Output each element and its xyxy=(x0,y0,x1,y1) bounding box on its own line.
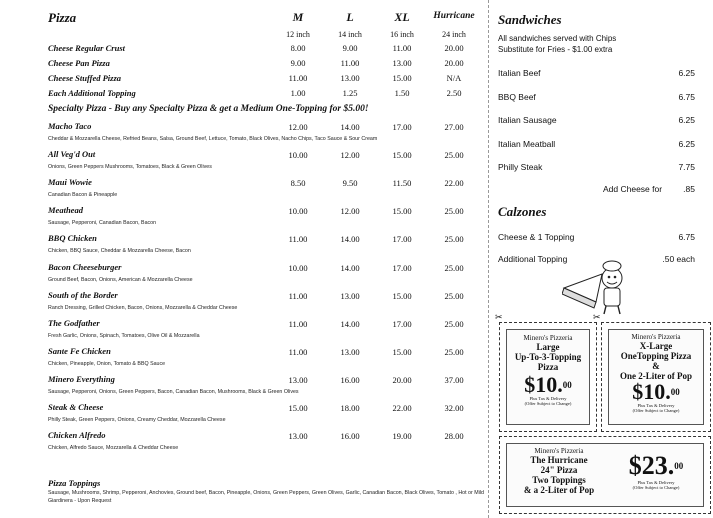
sandwich-price: 7.75 xyxy=(678,162,695,172)
coupon-deal-line: & a 2-Liter of Pop xyxy=(523,485,595,495)
menu-item-price: 22.00 xyxy=(444,178,464,188)
menu-item-price: 13.00 xyxy=(288,375,308,385)
menu-item-price: 17.00 xyxy=(392,319,412,329)
menu-item-price: 13.00 xyxy=(288,431,308,441)
sandwich-price: 6.75 xyxy=(678,91,695,102)
menu-item-price: 11.50 xyxy=(392,178,412,188)
menu-item-price: 16.00 xyxy=(340,375,360,385)
menu-item-price: 9.00 xyxy=(342,43,358,53)
menu-item-price: 14.00 xyxy=(340,234,360,244)
scissors-icon: ✂ xyxy=(593,312,601,322)
specialty-promo-banner: Specialty Pizza - Buy any Specialty Pizza & get a Medium One-Topping for $5.00! xyxy=(48,104,369,114)
menu-item-name: Steak & Cheese xyxy=(48,402,104,412)
menu-item-name: Sante Fe Chicken xyxy=(48,346,111,356)
calzone-name: Cheese & 1 Topping xyxy=(498,232,575,242)
menu-item-price: 20.00 xyxy=(444,58,464,68)
coupon-deal-line: Two Toppings xyxy=(532,475,586,485)
menu-item-price: 16.00 xyxy=(340,431,360,441)
menu-item-price: 10.00 xyxy=(288,263,308,273)
menu-item-price: 12.00 xyxy=(340,206,360,216)
toppings-title: Pizza Toppings xyxy=(48,478,101,488)
menu-item-description: Canadian Bacon & Pineapple xyxy=(48,192,118,198)
menu-item-price: 11.00 xyxy=(392,43,412,53)
menu-item-description: Cheddar & Mozzarella Cheese, Refried Beans, Salsa, Ground Beef, Lettuce, Tomato, Black Olives, Nacho Chips, Taco Sauce & Sour Cream xyxy=(48,136,378,142)
coupon-fine-print: Plus Tax & Delivery xyxy=(637,480,675,485)
sandwiches-title: Sandwiches xyxy=(498,12,562,27)
menu-item-price: 37.00 xyxy=(444,375,464,385)
menu-item-price: 11.00 xyxy=(288,347,308,357)
menu-item-price: 25.00 xyxy=(444,291,464,301)
coupon-deal-line: Up-To-3-Topping xyxy=(514,352,582,362)
menu-item-price: 15.00 xyxy=(288,403,308,413)
size-header-l: L xyxy=(346,10,354,24)
menu-item-price: 10.00 xyxy=(288,206,308,216)
calzone-price: 6.75 xyxy=(678,232,695,242)
menu-item-price: 13.00 xyxy=(340,73,360,83)
menu-item-name: Cheese Pan Pizza xyxy=(48,58,110,68)
menu-item-price: 15.00 xyxy=(392,150,412,160)
coupon-price-block xyxy=(611,452,701,490)
menu-item-name: South of the Border xyxy=(48,290,118,300)
menu-item-price: 17.00 xyxy=(392,234,412,244)
coupon-inner-frame xyxy=(506,329,590,425)
menu-item-name: Each Additional Topping xyxy=(48,88,136,98)
coupon-deal-line: 24" Pizza xyxy=(540,465,578,475)
size-sub-m: 12 inch xyxy=(286,30,310,39)
add-cheese-price: .85 xyxy=(683,184,695,194)
size-sub-l: 14 inch xyxy=(338,30,362,39)
coupon-fine-print: (Offer Subject to Change) xyxy=(632,408,680,413)
menu-item-price: 1.25 xyxy=(342,88,358,98)
sandwiches-note-line1: All sandwiches served with Chips xyxy=(498,34,617,43)
menu-item-description: Sausage, Pepperoni, Onions, Green Peppers, Bacon, Canadian Bacon, Mushrooms, Black & Green Olives xyxy=(48,389,299,395)
coupon-price: $10.00 xyxy=(632,379,680,404)
menu-item-name: Cheese Stuffed Pizza xyxy=(48,73,122,83)
menu-item-price: 12.00 xyxy=(288,122,308,132)
menu-item-price: 25.00 xyxy=(444,263,464,273)
coupon-inner-frame xyxy=(608,329,704,425)
coupon-price: $23.00 xyxy=(628,451,684,480)
menu-item-price: 25.00 xyxy=(444,234,464,244)
menu-item-price: 25.00 xyxy=(444,150,464,160)
menu-item-price: 18.00 xyxy=(340,403,360,413)
menu-item-price: 11.00 xyxy=(288,234,308,244)
size-header-xl: XL xyxy=(394,10,410,24)
sandwiches-note-line2: Substitute for Fries - $1.00 extra xyxy=(498,45,613,54)
menu-item-price: 13.00 xyxy=(340,347,360,357)
menu-item-description: Onions, Green Peppers Mushrooms, Tomatoes, Black & Green Olives xyxy=(48,164,212,170)
coupon-store-name: Minero's Pizzeria xyxy=(523,334,573,342)
calzones-title: Calzones xyxy=(498,204,547,219)
menu-item-price: 8.50 xyxy=(290,178,306,188)
menu-item-name: Minero Everything xyxy=(48,374,115,384)
menu-item-price: 13.00 xyxy=(392,58,412,68)
menu-item-price: 1.00 xyxy=(290,88,306,98)
menu-item-price: 27.00 xyxy=(444,122,464,132)
menu-item-price: N/A xyxy=(446,73,462,83)
coupon-deal-line: OneTopping Pizza xyxy=(620,351,692,361)
sandwich-price: 6.25 xyxy=(678,115,695,125)
menu-item-price: 12.00 xyxy=(340,150,360,160)
menu-item-description: Chicken, BBQ Sauce, Cheddar & Mozzarella Cheese, Bacon xyxy=(48,248,191,254)
coupon-deal-line: Pizza xyxy=(537,362,559,372)
menu-item-name: Chicken Alfredo xyxy=(48,430,106,440)
menu-item-price: 8.00 xyxy=(290,43,306,53)
coupon-store-name: Minero's Pizzeria xyxy=(631,333,681,341)
coupon-fine-print: (Offer Subject to Change) xyxy=(524,401,572,406)
sandwich-price: 6.25 xyxy=(678,68,695,78)
menu-item-description: Ground Beef, Bacon, Onions, American & Mozzarella Cheese xyxy=(48,277,193,283)
size-header-hurricane: Hurricane xyxy=(433,11,475,21)
menu-item-price: 13.00 xyxy=(340,291,360,301)
menu-item-price: 9.50 xyxy=(342,178,358,188)
coupon-fine-print: Plus Tax & Delivery xyxy=(529,396,567,401)
sandwich-price: 6.25 xyxy=(678,138,695,149)
menu-item-price: 15.00 xyxy=(392,291,412,301)
menu-item-description: Philly Steak, Green Peppers, Onions, Creamy Cheddar, Mozzarella Cheese xyxy=(48,417,226,423)
calzone-name: Additional Topping xyxy=(498,254,568,264)
sandwich-name: Italian Meatball xyxy=(498,138,556,149)
menu-item-price: 19.00 xyxy=(392,431,412,441)
sandwich-name: Italian Sausage xyxy=(498,115,557,125)
coupon-hurricane[interactable] xyxy=(499,436,711,514)
coupon-price: $10.00 xyxy=(524,372,572,397)
menu-item-description: Chicken, Pineapple, Onion, Tomato & BBQ Sauce xyxy=(48,361,166,367)
menu-item-price: 10.00 xyxy=(288,150,308,160)
menu-item-name: Meathead xyxy=(48,205,83,215)
pizza-section-title: Pizza xyxy=(48,10,77,25)
menu-item-name: Macho Taco xyxy=(48,121,92,131)
add-cheese-label: Add Cheese for xyxy=(603,184,663,194)
menu-item-description: Fresh Garlic, Onions, Spinach, Tomatoes, Olive Oil & Mozzarella xyxy=(48,333,200,339)
menu-item-price: 11.00 xyxy=(288,319,308,329)
menu-item-name: BBQ Chicken xyxy=(48,233,97,243)
coupon-fine-print: Plus Tax & Delivery xyxy=(637,403,675,408)
menu-item-price: 11.00 xyxy=(288,73,308,83)
menu-item-description: Sausage, Pepperoni, Canadian Bacon, Bacon xyxy=(48,220,157,226)
coupon-deal-line: The Hurricane xyxy=(530,455,588,465)
coupon-deal-block xyxy=(511,447,607,495)
size-sub-xl: 16 inch xyxy=(390,30,414,39)
coupon-deal-line: Large xyxy=(536,342,560,352)
menu-item-price: 25.00 xyxy=(444,347,464,357)
coupon-store-name: Minero's Pizzeria xyxy=(534,447,584,455)
menu-item-price: 15.00 xyxy=(392,206,412,216)
menu-item-price: 17.00 xyxy=(392,122,412,132)
pizza-chef-mascot-icon xyxy=(562,258,632,316)
calzone-price: .50 each xyxy=(662,254,695,264)
size-sub-hurricane: 24 inch xyxy=(442,30,466,39)
coupon-large-pizza[interactable] xyxy=(499,322,597,432)
sandwich-name: Italian Beef xyxy=(498,68,541,78)
coupon-inner-frame xyxy=(506,443,704,507)
coupon-deal-line: & xyxy=(652,361,660,371)
menu-item-name: Maui Wowie xyxy=(48,177,92,187)
menu-item-name: All Veg'd Out xyxy=(48,149,96,159)
menu-item-price: 14.00 xyxy=(340,263,360,273)
menu-item-price: 11.00 xyxy=(340,58,360,68)
coupon-deal-line: One 2-Liter of Pop xyxy=(619,371,693,381)
size-header-m: M xyxy=(292,10,304,24)
menu-item-price: 20.00 xyxy=(444,43,464,53)
coupon-fine-print: (Offer Subject to Change) xyxy=(632,485,680,490)
scissors-icon: ✂ xyxy=(495,312,503,322)
menu-item-price: 28.00 xyxy=(444,431,464,441)
menu-item-price: 2.50 xyxy=(446,88,462,98)
sandwich-name: BBQ Beef xyxy=(498,91,536,102)
menu-item-price: 22.00 xyxy=(392,403,412,413)
menu-item-price: 32.00 xyxy=(444,403,464,413)
coupon-deal-line: X-Large xyxy=(639,341,673,351)
menu-item-price: 17.00 xyxy=(392,263,412,273)
menu-item-price: 14.00 xyxy=(340,319,360,329)
menu-item-price: 11.00 xyxy=(288,291,308,301)
sandwich-name: Philly Steak xyxy=(498,162,543,172)
menu-item-price: 15.00 xyxy=(392,347,412,357)
menu-item-name: Cheese Regular Crust xyxy=(48,43,125,53)
menu-item-name: The Godfather xyxy=(48,318,100,328)
coupon-xlarge-pop[interactable] xyxy=(601,322,711,432)
menu-item-name: Bacon Cheeseburger xyxy=(48,262,122,272)
toppings-list-line2: Giardinera - Upon Request xyxy=(48,498,112,504)
menu-item-price: 25.00 xyxy=(444,319,464,329)
toppings-list-line1: Sausage, Mushrooms, Shrimp, Pepperoni, Anchovies, Ground beef, Bacon, Pineapple, Onions, Green Peppers, Green Olives, Garlic, Canadian Bacon, Black Olives, Tomato , Hot or Mild xyxy=(48,490,484,496)
menu-item-price: 25.00 xyxy=(444,206,464,216)
menu-item-price: 14.00 xyxy=(340,122,360,132)
menu-item-price: 20.00 xyxy=(392,375,412,385)
coupon-section xyxy=(495,312,710,516)
menu-item-price: 9.00 xyxy=(290,58,306,68)
menu-item-description: Chicken, Alfredo Sauce, Mozzarella & Cheddar Cheese xyxy=(48,445,179,451)
menu-item-price: 15.00 xyxy=(392,73,412,83)
menu-item-description: Ranch Dressing, Grilled Chicken, Bacon, Onions, Mozzarella & Cheddar Cheese xyxy=(48,305,238,311)
menu-item-price: 1.50 xyxy=(394,88,410,98)
